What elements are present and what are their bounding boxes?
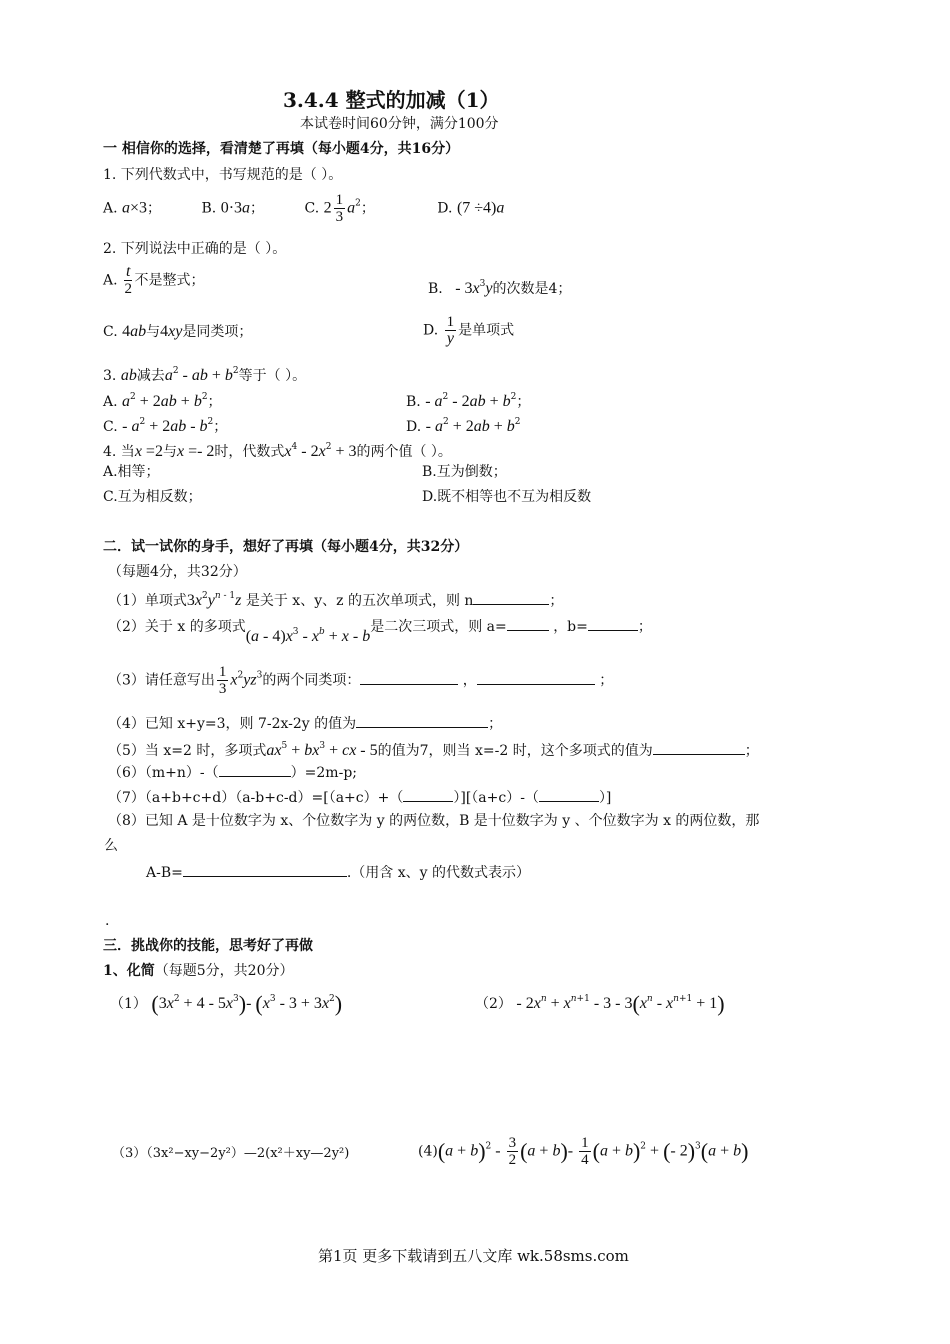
s1-q2-option-a: A. $\frac{t}{2}$ 不是整式； — [103, 263, 205, 297]
s2-q6: （6）（m+n）-（ ）=2m-p; — [108, 762, 357, 782]
section-2-heading: 二．试一试你的身手，想好了再填（每小题4分，共32分） — [103, 539, 469, 555]
s1-q3: 3. ab减去$a^2$ - ab + $b^2$等于（ ）。 — [103, 366, 307, 384]
s1-q3-option-a: A. $a^2 + 2ab + b^2$； — [103, 392, 222, 410]
s2-q8-line3: A-B= .（用含 x、y 的代数式表示） — [146, 862, 530, 882]
section-3-heading: 三．挑战你的技能，思考好了再做 — [103, 938, 313, 954]
s1-q2: 2. 下列说法中正确的是（ ）。 — [103, 241, 287, 257]
s3-problem-4: $(4)(a + b)^2$ - $\frac{3}{2}$ (a + b)- $\frac{1}{4}$ $(a + b)^2$ + (- 2)$^3$(a + b) — [418, 1135, 749, 1168]
s2-note: （每题4分，共32分） — [108, 564, 247, 580]
s1-q2-option-c: C. 4ab与4xy是同类项； — [103, 323, 253, 340]
s3-problem-3: （3）（3x²−xy−2y²）—2(x²＋xy—2y²) — [112, 1146, 350, 1161]
s1-q4-option-d: D.既不相等也不互为相反数 — [422, 489, 592, 505]
s1-q2-option-b: B. - $3x^3y$的次数是4； — [428, 279, 572, 297]
s2-q2: （2）关于 x 的多项式$(a - 4)x^3 - x^b + x - b$是二次三项式，则 a= ，b= ； — [108, 613, 652, 636]
s1-q1: 1. 下列代数式中，书写规范的是（ ）。 — [103, 167, 343, 183]
s1-q4-option-c: C.互为相反数； — [103, 489, 202, 505]
exam-info: 本试卷时间60分钟，满分100分 — [300, 116, 499, 132]
s1-q3-option-d: D. - $a^2 + 2ab + b^2$ — [406, 417, 521, 435]
s2-q3: （3）请任意写出 $\frac{1}{3}$ $x^2yz^3$的两个同类项： ， ； — [108, 664, 614, 697]
s1-q2-option-d: D. $\frac{1}{y}$ 是单项式 — [423, 314, 515, 347]
s1-q4-option-b: B.互为倒数； — [422, 464, 507, 480]
s3-problem-1: （1） $(3x^2 + 4 - 5x^3)-$ $(x^3 - 3 + 3x^2)$ — [110, 991, 343, 1016]
s1-q4: 4. 当x =2与x =- 2时，代数式$x^4 - 2x^2 + 3$的两个值（ ）。 — [103, 442, 452, 460]
s2-q8-line1: （8）已知 A 是十位数字为 x、个位数字为 y 的两位数，B 是十位数字为 y 、个位数字为 x 的两位数，那 — [108, 813, 760, 829]
s2-q1: （1）单项式$3x^2y^{n - 1}z$ 是关于 x、y、z 的五次单项式，则 n ； — [108, 591, 564, 609]
s3-subheading: 1、化简（每题5分，共20分） — [103, 963, 294, 979]
s2-q4: （4）已知 x+y=3，则 7-2x-2y 的值为 ； — [108, 713, 502, 733]
page-footer: 第1页 更多下载请到五八文库 wk.58sms.com — [318, 1247, 629, 1265]
s3-problem-2: $(2) - 2x^n + x^{n+1} - 3 - 3(x^n - x^{n+1} + 1)$ — [475, 991, 725, 1016]
s1-q4-option-a: A.相等； — [103, 464, 160, 480]
s1-q3-option-b: B. - $a^2 - 2ab + b^2$； — [406, 392, 531, 410]
s2-q8-line2: 么 — [104, 838, 118, 854]
s2-q5: （5）当 x=2 时，多项式$ax^5 + bx^3$ + cx - 5的值为7，则当 x=-2 时，这个多项式的值为 ； — [108, 741, 759, 759]
s2-q7: （7）（a+b+c+d）（a-b+c-d）=[（a+c）+（ ）][（a+c）-（ ）] — [108, 787, 611, 807]
page-title: 3.4.4 整式的加减（1） — [283, 88, 500, 112]
s1-q3-option-c: C. - $a^2 + 2ab - b^2$； — [103, 417, 228, 435]
stray-dot: . — [105, 913, 110, 929]
section-1-heading: 一 相信你的选择，看清楚了再填（每小题4分，共16分） — [103, 141, 460, 157]
s1-q1-options: A. a×3； B. 0·3a； C. 2 $\frac{1}{3}$ $a^2$； D. (7 ÷4)a — [103, 192, 505, 225]
